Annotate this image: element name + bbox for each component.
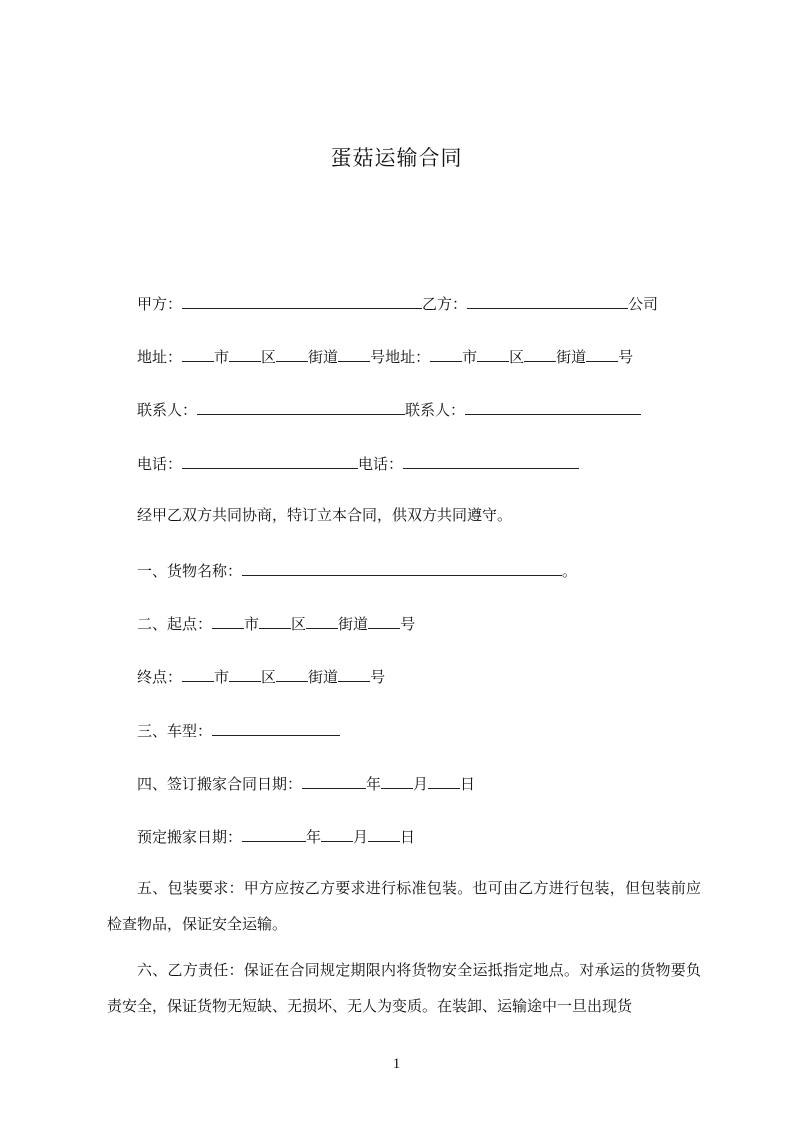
origin-number-blank[interactable] [368,612,400,629]
address-b-city-blank[interactable] [430,345,462,362]
destination-street-blank[interactable] [276,665,308,682]
address-b-city: 市 [462,348,478,366]
packaging-paragraph: 五、包装要求：甲方应按乙方要求进行标准包装。也可由乙方进行包装，但包装前应检查物品，保证安全运输。 [107,879,701,933]
address-a-label: 地址： [137,348,183,366]
sign-month-blank[interactable] [381,772,413,789]
contact-b-label: 联系人： [405,401,466,419]
destination-number: 号 [370,668,386,686]
move-month-blank[interactable] [321,825,353,842]
address-b-district: 区 [509,348,525,366]
vehicle-line [137,719,340,741]
move-year: 年 [306,828,322,846]
phone-line [137,452,579,474]
destination-district: 区 [261,668,277,686]
sign-year-blank[interactable] [302,772,366,789]
party-b-blank[interactable] [467,292,628,309]
address-a-street-blank[interactable] [276,345,308,362]
move-day-blank[interactable] [368,825,400,842]
page-title: 蛋菇运输合同 [330,146,463,170]
address-b-street: 街道 [556,348,587,366]
address-a-district: 区 [261,348,277,366]
address-b-district-blank[interactable] [477,345,509,362]
origin-city-blank[interactable] [212,612,244,629]
intro-text: 经甲乙双方共同协商，特订立本合同，供双方共同遵守。 [137,506,513,524]
destination-street: 街道 [308,668,339,686]
responsibility-paragraph: 六、乙方责任：保证在合同规定期限内将货物安全运抵指定地点。对承运的货物要负责安全，保证货物无短缺、无损坏、无人为变质。在装卸、运输途中一旦出现货 [107,961,701,1015]
vehicle-label: 三、车型： [137,722,213,740]
contact-line [137,398,641,420]
destination-district-blank[interactable] [229,665,261,682]
move-year-blank[interactable] [242,825,306,842]
origin-number: 号 [400,615,416,633]
sign-day: 日 [460,775,476,793]
party-b-label: 乙方： [422,295,468,313]
destination-city-blank[interactable] [182,665,214,682]
vehicle-blank[interactable] [212,719,340,736]
address-b-street-blank[interactable] [524,345,556,362]
address-a-street: 街道 [308,348,339,366]
address-a-district-blank[interactable] [229,345,261,362]
address-line [137,345,633,367]
origin-district-blank[interactable] [259,612,291,629]
party-a-blank[interactable] [182,292,422,309]
sign-date-line [137,772,475,794]
party-line [137,292,658,314]
page-number: 1 [392,1056,401,1072]
address-a-number-blank[interactable] [338,345,370,362]
sign-day-blank[interactable] [428,772,460,789]
address-a-number: 号 [370,348,386,366]
destination-number-blank[interactable] [338,665,370,682]
contact-a-label: 联系人： [137,401,198,419]
company-suffix: 公司 [628,295,659,313]
sign-month: 月 [413,775,429,793]
contact-b-blank[interactable] [465,398,641,415]
origin-street-blank[interactable] [306,612,338,629]
origin-label: 二、起点： [137,615,213,633]
goods-label: 一、货物名称： [137,562,243,580]
address-b-number-blank[interactable] [586,345,618,362]
phone-a-blank[interactable] [182,452,358,469]
phone-b-blank[interactable] [403,452,579,469]
sign-year: 年 [366,775,382,793]
move-date-label: 预定搬家日期： [137,828,243,846]
contact-a-blank[interactable] [197,398,405,415]
move-date-line [137,825,415,847]
origin-city: 市 [244,615,260,633]
destination-city: 市 [214,668,230,686]
goods-end: 。 [562,562,578,580]
party-a-label: 甲方： [137,295,183,313]
address-a-city-blank[interactable] [182,345,214,362]
goods-blank[interactable] [242,559,562,576]
address-a-city: 市 [214,348,230,366]
destination-line [137,665,385,687]
move-day: 日 [400,828,416,846]
phone-a-label: 电话： [137,455,183,473]
address-b-label: 地址： [385,348,431,366]
phone-b-label: 电话： [358,455,404,473]
destination-label: 终点： [137,668,183,686]
address-b-number: 号 [618,348,634,366]
origin-line [137,612,415,634]
origin-street: 街道 [338,615,369,633]
sign-date-label: 四、签订搬家合同日期： [137,775,303,793]
goods-line [137,559,577,581]
move-month: 月 [353,828,369,846]
origin-district: 区 [291,615,307,633]
